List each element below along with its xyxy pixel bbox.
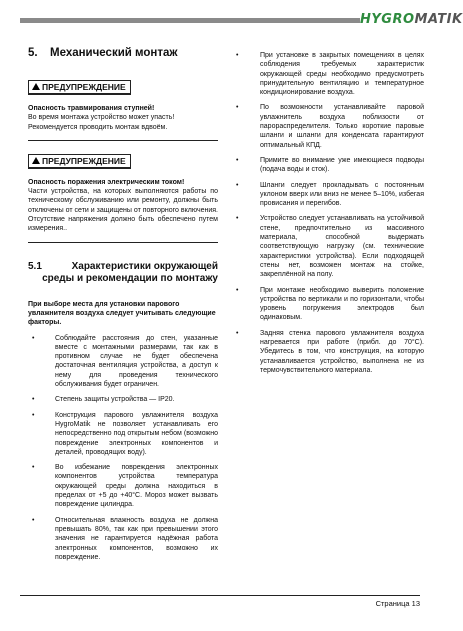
header-bar: [20, 18, 360, 23]
bullet-icon: •: [236, 286, 239, 294]
list-item: [28, 395, 218, 404]
right-bullet-list: [234, 51, 424, 375]
warning-1-heading: Опасность травмирования ступней!: [28, 105, 155, 112]
bullet-icon: •: [236, 181, 239, 189]
list-item-text: Шланги следует прокладывать с постоянным уклоном вверх или вниз не менее 5–10%, избегая провисания и перегибов.: [260, 181, 424, 208]
section-intro: При выборе места для установки парового увлажнителя воздуха следует учитывать следующие факторы.: [28, 300, 216, 327]
bullet-icon: •: [32, 396, 35, 404]
warning-triangle-icon: [32, 157, 40, 164]
warning-label-2: ПРЕДУПРЕЖДЕНИЕ: [28, 154, 131, 169]
list-item-text: Во избежание повреждения электронных компонентов устройства температура окружающей среды должна находиться в пределах от +5 до +40°C. Мороз может вызвать повреждение цилиндра.: [55, 464, 218, 509]
list-item: [234, 329, 424, 375]
list-item-text: Устройство следует устанавливать на устойчивой стене, предпочтительно из массивного материала, способной выдержать соответствующую нагрузку (см. технические характеристики устройства). Если подходящей стены нет, возможен монтаж на стойке, закреплённой на полу.: [260, 215, 424, 279]
bullet-icon: •: [32, 334, 35, 342]
bullet-icon: •: [32, 516, 35, 524]
list-item-text: Задняя стенка парового увлажнителя воздуха нагревается при работе (прибл. до 70°C). Убедитесь в том, что конструкция, на которую устанавливается устройство, выполнена не из термочувствительного материала.: [260, 329, 424, 374]
list-item: [28, 334, 218, 390]
list-item-text: При монтаже необходимо выверить положение устройства по вертикали и по горизонтали, чтобы уровень погружения электродов был одинаковым.: [260, 286, 424, 322]
bullet-icon: •: [236, 104, 239, 112]
list-item: [28, 463, 218, 509]
list-item-text: При установке в закрытых помещениях в целях соблюдения требуемых характеристик окружающей среды необходимо предусмотреть принудительную вентиляцию и температурное кондиционирование воздуха.: [260, 52, 424, 97]
section-5-1-heading: 5.1 Характеристики окружающей среды и рекомендации по монтажу: [28, 260, 218, 285]
list-item: [234, 51, 424, 97]
hygromatik-logo: HYGROMATIK: [360, 12, 463, 27]
list-item-text: По возможности устанавливайте паровой увлажнитель воздуха поблизости от парораспределителя. Только короткие паровые шланги и шланги для конденсата гарантируют оптимальный КПД.: [260, 104, 424, 149]
list-item: [28, 411, 218, 457]
list-item: [234, 214, 424, 279]
bullet-icon: •: [236, 156, 239, 164]
bullet-icon: •: [32, 464, 35, 472]
list-item: [28, 516, 218, 562]
divider: [28, 140, 218, 141]
warning-label-1: ПРЕДУПРЕЖДЕНИЕ: [28, 80, 131, 95]
page-number: Страница 13: [375, 599, 420, 608]
warning-2-text: Части устройства, на которых выполняются работы по техническому обслуживанию или ремонту, должны быть отключены от сети и защищены от повторного включения. Отсутствие напряжения должно быть обеспечено путем измерения..: [28, 188, 218, 233]
list-item-text: Относительная влажность воздуха не должна превышать 80%, так как при превышении этого значения не гарантируется надёжная работа электронных компонентов, возможно их повреждение.: [55, 516, 218, 561]
warning-1-text: Во время монтажа устройство может упасть! Рекомендуется проводить монтаж вдвоём.: [28, 114, 175, 131]
bullet-icon: •: [236, 52, 239, 59]
list-item-text: Конструкция парового увлажнителя воздуха HygroMatik не позволяет устанавливать его непосредственно под открытым небом (возможно повреждение электронных компонентов и деталей, проводящих воду).: [55, 411, 218, 456]
warning-triangle-icon: [32, 83, 40, 90]
left-bullet-list: [28, 334, 218, 563]
bullet-icon: •: [236, 329, 239, 337]
list-item: [234, 286, 424, 323]
bullet-icon: •: [236, 215, 239, 223]
section-5-heading: 5. Механический монтаж: [28, 47, 178, 59]
right-column: [234, 40, 424, 381]
bullet-icon: •: [32, 411, 35, 419]
list-item-text: Степень защиты устройства — IP20.: [55, 396, 175, 404]
list-item: [234, 156, 424, 175]
list-item-text: Соблюдайте расстояния до стен, указанные вместе с монтажными размерами, так как в противном случае не будет обеспечена достаточная вентиляция устройства, а доступ к нему для проведения технического обслуживания будет ограничен.: [55, 334, 218, 389]
list-item: [234, 103, 424, 149]
footer-divider: [20, 595, 420, 596]
divider: [28, 242, 218, 243]
warning-2-heading: Опасность поражения электрическим током!: [28, 178, 185, 186]
left-column: [28, 40, 218, 568]
list-item-text: Примите во внимание уже имеющиеся подводы (подача воды и сток).: [260, 156, 424, 174]
list-item: [234, 181, 424, 209]
